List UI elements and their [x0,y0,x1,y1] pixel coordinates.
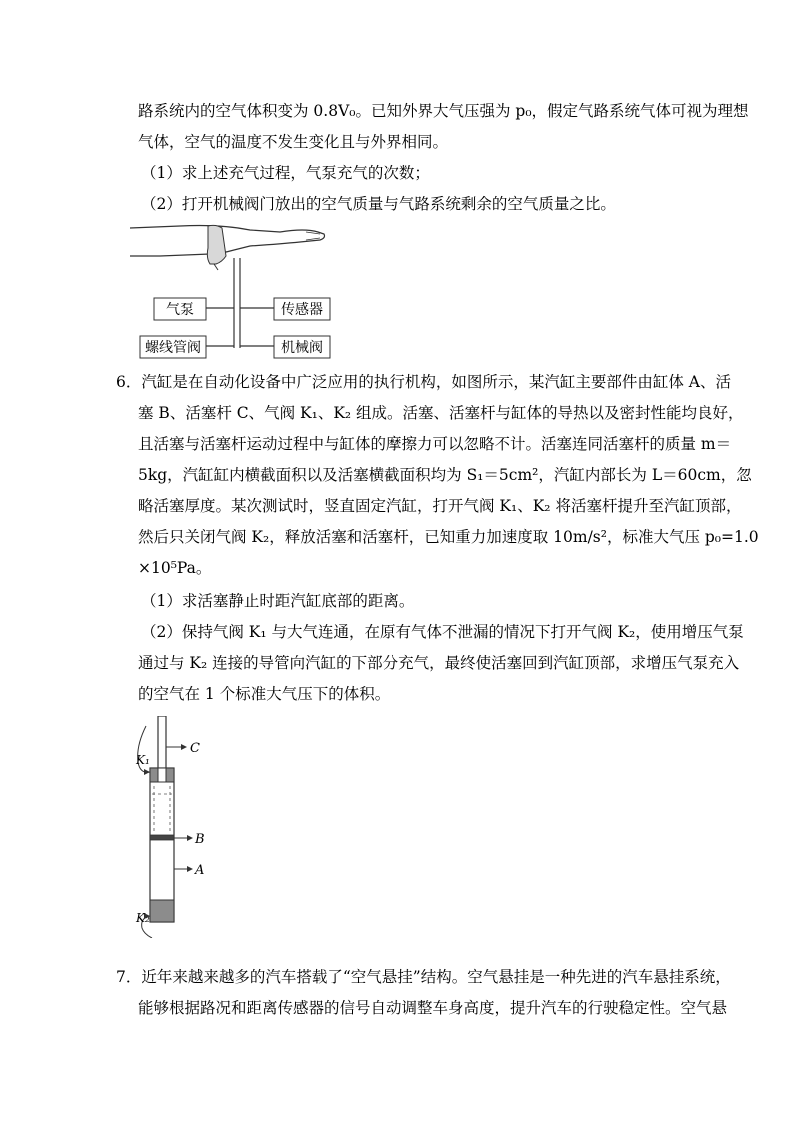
text-line: 7．近年来越来越多的汽车搭载了“空气悬挂”结构。空气悬挂是一种先进的汽车悬挂系统， [116,968,731,986]
blood-pressure-system-figure [130,218,340,362]
text-line: 能够根据路况和距离传感器的信号自动调整车身高度，提升汽车的行驶稳定性。空气悬 [138,999,728,1017]
cylinder-figure [132,716,218,938]
text-line: 然后只关闭气阀 K₂，释放活塞和活塞杆，已知重力加速度取 10m/s²，标准大气压 p₀=1.0 [138,528,759,546]
question-2: （2）打开机械阀门放出的空气质量与气路系统剩余的空气质量之比。 [141,195,616,213]
text-line: 且活塞与活塞杆运动过程中与缸体的摩擦力可以忽略不计。活塞连同活塞杆的质量 m＝ [138,435,732,453]
label-b: B [195,832,205,847]
label-k2: K₂ [136,911,150,925]
question-1: （1）求活塞静止时距汽缸底部的距离。 [141,592,415,610]
label-c: C [190,741,200,756]
label-a: A [195,863,205,878]
text-line: 的空气在 1 个标准大气压下的体积。 [138,685,391,703]
text-line: 略活塞厚度。某次测试时，竖直固定汽缸，打开气阀 K₁、K₂ 将活塞杆提升至汽缸顶部， [138,497,742,515]
text-line: 路系统内的空气体积变为 0.8V₀。已知外界大气压强为 p₀，假定气路系统气体可视为理想 [138,102,749,120]
text-line: 5kg，汽缸缸内横截面积以及活塞横截面积均为 S₁＝5cm²，汽缸内部长为 L＝60cm，忽 [138,466,752,484]
text-line: 气体，空气的温度不发生变化且与外界相同。 [138,133,449,151]
text-line: ×10⁵Pa。 [138,559,212,577]
label-k1: K₁ [136,753,150,767]
mech-valve-label: 机械阀 [281,340,323,356]
pump-label: 气泵 [166,302,194,318]
question-2: （2）保持气阀 K₁ 与大气连通，在原有气体不泄漏的情况下打开气阀 K₂，使用增压气泵 [141,623,744,641]
sensor-label: 传感器 [281,302,323,318]
text-line: 塞 B、活塞杆 C、气阀 K₁、K₂ 组成。活塞、活塞杆与缸体的导热以及密封性能均良好， [138,404,744,422]
text-line: 6．汽缸是在自动化设备中广泛应用的执行机构，如图所示，某汽缸主要部件由缸体 A、活 [116,373,731,391]
spiral-valve-label: 螺线管阀 [145,340,201,356]
question-1: （1）求上述充气过程，气泵充气的次数； [141,164,430,182]
text-line: 通过与 K₂ 连接的导管向汽缸的下部分充气，最终使活塞回到汽缸顶部，求增压气泵充入 [138,654,740,672]
